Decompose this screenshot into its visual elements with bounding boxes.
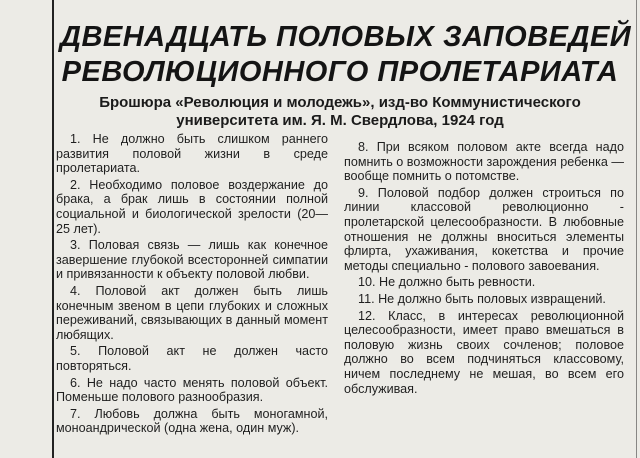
commandment-11: 11. Не должно быть половых извращений. [358, 291, 606, 306]
headline-line-1: ДВЕНАДЦАТЬ ПОЛОВЫХ ЗАПОВЕДЕЙ [60, 21, 632, 53]
commandment-4: 4. Половой акт должен быть лишь конечным звеном в цепи глубоких и сложных переживаний, связывающих в данный момент любящих. [56, 283, 328, 342]
commandment-10: 10. Не должно быть ревности. [358, 275, 536, 290]
commandment-1: 1. Не должно быть слишком раннего развития половой жизни в среде пролетариата. [56, 132, 328, 176]
left-column-rule [52, 0, 54, 458]
commandment-3: 3. Половая связь — лишь как конечное завершение глубокой всесторонней симпатии и привязанности к объекту половой любви. [56, 238, 328, 282]
commandment-9: 9. Половой подбор должен строиться по линии классовой революционно - пролетарской целесообразности. В любовные отношения не должны вноситься элементы флирта, ухаживания, кокетства и прочие методы специально - полового завоевания. [344, 185, 624, 273]
commandment-6: 6. Не надо часто менять половой объект. Поменьше полового разнообразия. [56, 375, 328, 405]
right-column [344, 140, 624, 398]
commandment-5: 5. Половой акт не должен часто повторяться. [56, 344, 328, 373]
subtitle-line-2: университета им. Я. М. Свердлова, 1924 год [176, 112, 504, 129]
commandment-2: 2. Необходимо половое воздержание до брака, а брак лишь в состоянии полной социальной и биологической зрелости (20—25 лет). [56, 177, 328, 236]
subtitle-line-1: Брошюра «Революция и молодежь», изд-во Коммунистического [99, 94, 581, 111]
headline-line-2: РЕВОЛЮЦИОННОГО ПРОЛЕТАРИАТА [61, 56, 619, 88]
commandment-8: 8. При всяком половом акте всегда надо помнить о возможности зарождения ребенка — вообще помнить о потомстве. [344, 140, 625, 184]
commandment-12: 12. Класс, в интересах революционной целесообразности, имеет право вмешаться в половую жизнь своих сочленов; половое должно во всем подчиняться классовому, ничем последнему не мешая, во всем его обслуживая. [344, 308, 624, 396]
commandment-7: 7. Любовь должна быть моногамной, моноандрической (одна жена, один муж). [56, 406, 328, 436]
left-column [56, 132, 328, 438]
right-edge-rule [636, 0, 637, 458]
